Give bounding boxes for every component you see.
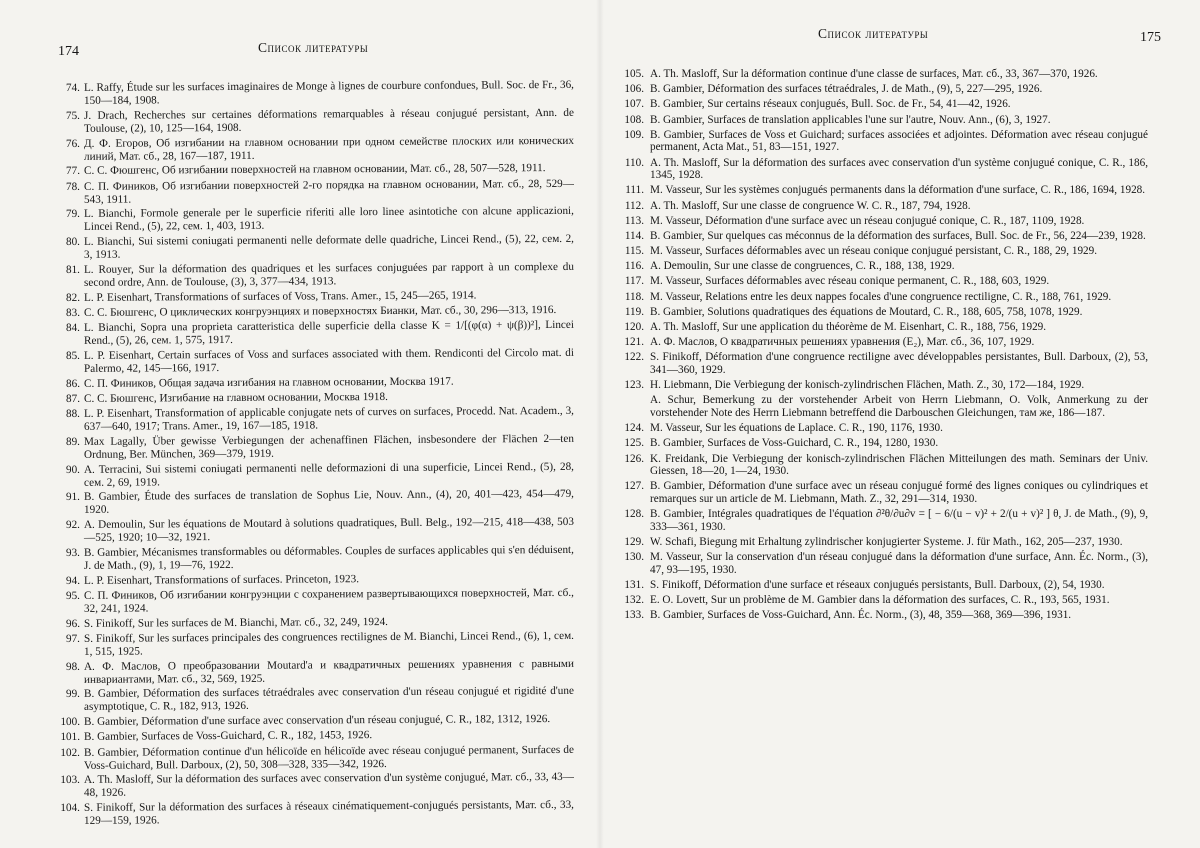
reference-entry (624, 535, 1148, 549)
reference-number: 101. (60, 731, 81, 744)
reference-text: С. С. Фюшгенс, Об изгибании поверхностей на главном основании, Мат. сб., 28, 507—528, 1911. (83, 162, 546, 178)
reference-entry (624, 229, 1148, 243)
page-number: 174 (58, 44, 79, 59)
reference-number: 109. (624, 128, 644, 141)
reference-list (624, 68, 1148, 622)
reference-entry (62, 657, 574, 685)
reference-number: 133. (624, 609, 644, 622)
reference-number: 129. (624, 535, 644, 548)
reference-entry (62, 177, 574, 205)
running-title: Список литературы (818, 26, 929, 41)
reference-entry (62, 390, 574, 406)
reference-entry (62, 289, 574, 305)
reference-text: B. Gambier, Déformation d'une surface avec conservation d'un réseau conjugué, C. R., 182, 1312, 1926. (83, 713, 551, 729)
reference-text: B. Gambier, Surfaces de Voss-Guichard, Ann. Éc. Norm., (3), 48, 359—368, 369—396, 1931. (650, 609, 1072, 622)
reference-number: 120. (624, 321, 644, 333)
reference-entry (62, 433, 574, 461)
reference-text: S. Finikoff, Déformation d'une surface et réseaux conjugués persistants, Bull. Darboux, (2), 54, 1930. (650, 578, 1105, 591)
reference-number: 125. (624, 437, 644, 450)
reference-number: 82. (65, 291, 81, 304)
reference-entry (62, 587, 574, 615)
reference-entry (62, 304, 574, 320)
reference-number: 127. (624, 480, 644, 493)
reference-entry (62, 134, 574, 162)
reference-number: 102. (60, 746, 80, 759)
reference-entry (624, 422, 1148, 435)
reference-number: 107. (624, 98, 644, 111)
reference-number: 104. (60, 801, 80, 815)
reference-number: 93. (65, 546, 80, 559)
reference-number: 112. (624, 199, 644, 212)
reference-entry (62, 685, 574, 713)
reference-number: 92. (65, 518, 80, 532)
reference-text: Max Lagally, Über gewisse Verbiegungen der achenaffinen Flächen, insbesondere der Flächen 2—ten Ordnung, Ber. München, 369—379, 1919. (83, 432, 574, 461)
reference-entry (62, 630, 574, 658)
reference-entry (624, 508, 1148, 533)
reference-entry (62, 107, 574, 135)
reference-entry (62, 79, 574, 107)
reference-number: 110. (624, 156, 644, 169)
reference-text: Д. Ф. Егоров, Об изгибании на главном основании при одном семействе плоских или конических линий, Мат. сб., 28, 167—187, 1911. (83, 134, 574, 163)
reference-text: B. Gambier, Surfaces de Voss-Guichard, C. R., 194, 1280, 1930. (650, 437, 939, 450)
reference-text: L. Bianchi, Sopra una proprieta caratteristica delle superficie della classe K = 1/[(φ(α) + ψ(β))²], Lincei Rend., (5), 26, сем. 1, 575, 1917. (83, 318, 574, 347)
reference-entry (624, 321, 1148, 334)
reference-entry (62, 205, 574, 233)
reference-text: С. П. Фиников, Об изгибании поверхностей 2-го порядка на главном основании, Мат. сб., 28, 529—543, 1911. (83, 177, 574, 205)
reference-number: 89. (65, 435, 80, 448)
reference-text: B. Gambier, Étude des surfaces de translation de Sophus Lie, Nouv. Ann., (4), 20, 401—423, 454—479, 1920. (83, 488, 574, 516)
reference-entry (625, 184, 1148, 197)
reference-entry (624, 156, 1148, 182)
reference-entry (624, 578, 1148, 592)
reference-text: M. Vasseur, Déformation d'une surface avec un réseau conjugué conique, C. R., 187, 1109, 1928. (650, 214, 1085, 227)
reference-number: 80. (65, 235, 80, 249)
reference-entry (624, 128, 1148, 154)
reference-text: L. P. Eisenhart, Certain surfaces of Voss and surfaces associated with them. Rendiconti del Circolo mat. di Palermo, 42, 145—166, 1917. (83, 346, 574, 375)
reference-text: M. Vasseur, Sur les systèmes conjugués permanents dans la déformation d'une surface, C. R., 186, 1694, 1928. (650, 184, 1146, 197)
reference-text: E. O. Lovett, Sur un problème de M. Gambier dans la déformation des surfaces, C. R., 193, 565, 1931. (650, 594, 1110, 606)
reference-entry (624, 551, 1148, 576)
reference-entry (62, 261, 574, 289)
reference-entry (624, 290, 1148, 304)
reference-number: 79. (65, 208, 80, 221)
reference-text: S. Finikoff, Sur les surfaces de M. Bianchi, Мат. сб., 32, 249, 1924. (83, 615, 388, 630)
reference-entry (624, 351, 1148, 376)
reference-entry (624, 336, 1148, 349)
reference-text: A. Th. Masloff, Sur la déformation des surfaces avec conservation d'un système conjugué conique, C. R., 186, 1345, 1928. (650, 156, 1148, 182)
reference-number: 124. (624, 422, 644, 435)
reference-number: 95. (65, 589, 80, 602)
reference-text: B. Gambier, Sur quelques cas méconnus de la déformation des surfaces, Bull. Soc. de Fr., 56, 224—239, 1928. (650, 229, 1146, 242)
reference-text: B. Gambier, Surfaces de translation applicables l'une sur l'autre, Nouv. Ann., (6), 3, 1927. (650, 113, 1051, 126)
reference-number: 108. (624, 113, 644, 126)
reference-entry (624, 98, 1148, 111)
reference-number: 76. (65, 137, 80, 150)
reference-text: B. Gambier, Déformation d'une surface avec un réseau conjugué formé des lignes coniques ou cylindriques et remarques sur un article de M. Liebmann, Math. Z., 32, 291—314, 1930. (650, 480, 1148, 505)
reference-entry (624, 452, 1148, 478)
reference-number: 115. (624, 245, 644, 258)
reference-text: L. Bianchi, Formole generale per le superficie riferiti alle loro linee asintotiche con alcune applicazioni, Lincei Rend., (5), 22, сем. 1, 403, 1913. (83, 205, 574, 233)
reference-number: 128. (624, 508, 644, 521)
reference-number: 94. (65, 574, 81, 587)
reference-text: L. P. Eisenhart, Transformation of applicable conjugate nets of curves on surfaces, Procedd. Nat. Academ., 3, 637—640, 1917; Trans. Amer., 19, 167—185, 1918. (83, 404, 574, 433)
reference-entry (624, 305, 1148, 319)
reference-text: L. P. Eisenhart, Transformations of surfaces. Princeton, 1923. (83, 572, 360, 587)
reference-number: 75. (65, 109, 80, 122)
reference-text: M. Vasseur, Relations entre les deux nappes focales d'une congruence rectiligne, C. R., 188, 761, 1929. (650, 290, 1112, 303)
reference-text: A. Demoulin, Sur les équations de Moutard à solutions quadratiques, Bull. Belg., 192—215, 418—438, 503—525, 1920; 10—32, 1921. (83, 515, 574, 544)
reference-text: B. Gambier, Déformation des surfaces tétraédrales, J. de Math., (9), 5, 227—295, 1926. (650, 83, 1043, 96)
reference-number: 78. (65, 180, 80, 193)
reference-text: B. Gambier, Sur certains réseaux conjugués, Bull. Soc. de Fr., 54, 41—42, 1926. (650, 98, 1011, 111)
reference-entry (62, 347, 574, 375)
reference-text: A. Th. Masloff, Sur la déformation continue d'une classe de surfaces, Мат. сб., 33, 367—370, 1926. (650, 68, 1098, 80)
reference-text: L. Rouyer, Sur la déformation des quadriques et les surfaces conjuguées par rapport à un complexe du second ordre, Ann. de Toulouse, (3), 3, 377—434, 1913. (83, 260, 574, 289)
reference-number: 74. (65, 81, 80, 94)
reference-text: А. Ф. Маслов, О преобразовании Moutard'a и квадратичных решениях уравнения с равными инвариантами, Мат. сб., 32, 569, 1925. (83, 657, 574, 686)
reference-number: 123. (624, 379, 644, 392)
reference-number: 91. (65, 491, 80, 504)
reference-entry (624, 594, 1148, 607)
reference-entry (62, 728, 574, 744)
reference-text: B. Gambier, Solutions quadratiques des équations de Moutard, C. R., 188, 605, 758, 1078, 1929. (650, 305, 1083, 318)
reference-entry (624, 245, 1148, 258)
reference-text: J. Drach, Recherches sur certaines déformations remarquables à réseau conjugué persistant, Ann. de Toulouse, (2), 10, 125—164, 1908. (83, 106, 574, 135)
reference-text: A. Terracini, Sui sistemi coniugati permanenti nelle deformazioni di una superficie, Lincei Rend., (5), 28, сем. 2, 69, 1919. (83, 460, 574, 488)
reference-number: 121. (624, 336, 644, 349)
reference-entry (62, 743, 574, 771)
reference-number: 114. (624, 229, 644, 242)
reference-text: H. Liebmann, Die Verbiegung der konisch-zylindrischen Flächen, Math. Z., 30, 172—184, 1929. (650, 379, 1085, 392)
reference-entry (624, 275, 1148, 288)
reference-entry (62, 799, 574, 827)
reference-text: M. Vasseur, Sur la conservation d'un réseau conjugué dans la déformation d'une surface, Ann. Éc. Norm., (3), 47, 93—195, 1930. (650, 551, 1148, 576)
reference-number: 131. (624, 578, 644, 591)
reference-number: 113. (624, 214, 644, 227)
reference-number: 97. (65, 632, 80, 645)
reference-number: 103. (60, 774, 80, 787)
reference-entry (624, 609, 1148, 622)
reference-text: B. Gambier, Surfaces de Voss et Guichard; surfaces associées et adjointes. Déformation avec réseau conjugué permanent, Acta Mat., 51, 83—151, 1927. (650, 128, 1148, 154)
reference-text: B. Gambier, Déformation des surfaces tétraédrales avec conservation d'un réseau conjugué et rigidité d'une asymptotique, C. R., 182, 913, 1926. (83, 685, 574, 713)
reference-entry (62, 405, 574, 433)
reference-number: 90. (65, 463, 80, 476)
running-title: Список литературы (258, 40, 369, 55)
reference-entry (624, 379, 1148, 392)
reference-number: 81. (65, 263, 80, 276)
reference-text: С. П. Фиников, Общая задача изгибания на главном основании, Москва 1917. (83, 375, 454, 390)
reference-number: 106. (624, 83, 644, 96)
reference-text: L. Raffy, Étude sur les surfaces imaginaires de Monge à lignes de courbure confondues, Bull. Soc. de Fr., 36, 150—184, 1908. (83, 78, 574, 107)
reference-entry (624, 199, 1148, 213)
reference-number: 117. (624, 275, 644, 288)
reference-number: 118. (624, 290, 644, 303)
reference-entry (62, 771, 574, 799)
reference-entry (62, 460, 574, 488)
reference-text: A. Demoulin, Sur une classe de congruences, C. R., 188, 138, 1929. (650, 260, 955, 273)
reference-text: W. Schafi, Biegung mit Erhaltung zylindrischer konjugierter Systeme. J. für Math., 162, 205—237, 1930. (650, 535, 1123, 548)
reference-entry (628, 394, 1148, 419)
reference-number: 86. (65, 377, 81, 390)
reference-entry (624, 113, 1148, 127)
reference-text: С. С. Бюшгенс, Изгибание на главном основании, Москва 1918. (83, 390, 388, 405)
reference-entry (62, 572, 574, 588)
page-number: 175 (1140, 30, 1161, 45)
reference-number: 119. (624, 305, 644, 318)
reference-text: B. Gambier, Mécanismes transformables ou déformables. Couples de surfaces applicables qui s'en déduisent, J. de Math., (9), 1, 19—76, 1922. (83, 543, 574, 572)
reference-text: С. П. Фиников, Об изгибании конгруэнции с сохранением развертывающихся поверхностей, Мат. сб., 32, 241, 1924. (83, 586, 574, 615)
reference-entry (62, 374, 574, 390)
reference-entry (62, 319, 574, 347)
reference-text: K. Freidank, Die Verbiegung der konisch-zylindrischen Flächen Mitteilungen des math. Seminars der Univ. Giessen, 18—20, 1—24, 1930. (650, 452, 1148, 478)
reference-number: 126. (624, 452, 644, 465)
reference-text: S. Finikoff, Sur les surfaces principales des congruences rectilignes de M. Bianchi, Lincei Rend., (6), 1, сем. 1, 515, 1925. (83, 629, 574, 658)
reference-text: B. Gambier, Déformation continue d'un hélicoïde en hélicoïde avec réseau conjugué permanent, Surfaces de Voss-Guichard, Bull. Darboux, (2), 50, 308—328, 335—342, 1926. (83, 743, 574, 771)
left-page-header (58, 40, 574, 62)
reference-entry (624, 68, 1148, 81)
reference-entry (624, 260, 1148, 273)
right-page-header (628, 26, 1161, 48)
reference-text: S. Finikoff, Déformation d'une congruence rectiligne avec développables persistantes, Bull. Darboux, (2), 53, 341—360, 1929. (650, 351, 1148, 376)
reference-number: 83. (65, 306, 81, 319)
reference-number: 132. (624, 594, 644, 606)
reference-text: L. Bianchi, Sui sistemi coniugati permanenti nelle deformate delle quadriche, Lincei Rend., (5), 22, сем. 2, 3, 1913. (83, 232, 574, 261)
reference-entry (62, 713, 574, 729)
reference-number: 111. (625, 184, 644, 197)
reference-list (60, 78, 574, 827)
reference-text: B. Gambier, Surfaces de Voss-Guichard, C. R., 182, 1453, 1926. (83, 729, 373, 744)
reference-text: С. С. Бюшгенс, О циклических конгруэнциях и поверхностях Бианки, Мат. сб., 30, 296—313, 1916. (83, 303, 557, 319)
reference-number: 116. (624, 260, 644, 273)
reference-entry (624, 437, 1148, 450)
reference-number: 100. (60, 716, 81, 729)
reference-entry (624, 214, 1148, 228)
reference-text: B. Gambier, Intégrales quadratiques de l'équation ∂²θ/∂u∂v = [ − 6/(u − v)² + 2/(u + v)² ] θ, J. de Math., (9), 9, 333—361, 1930. (650, 508, 1148, 533)
reference-number: 96. (65, 617, 81, 630)
reference-text: M. Vasseur, Surfaces déformables avec un réseau conique conjugué persistant, C. R., 188, 29, 1929. (650, 245, 1098, 258)
reference-text: А. Ф. Маслов, О квадратичных решениях уравнения (E₂), Мат. сб., 36, 107, 1929. (650, 336, 1035, 349)
reference-text: M. Vasseur, Surfaces déformables avec réseau conique permanent, C. R., 188, 603, 1929. (650, 275, 1050, 288)
reference-number: 99. (65, 688, 80, 701)
reference-number: 122. (624, 351, 644, 364)
reference-text: S. Finikoff, Sur la déformation des surfaces à réseaux cinématiquement-conjugués persistants, Мат. сб., 33, 129—159, 1926. (83, 798, 574, 827)
reference-entry (624, 83, 1148, 96)
reference-entry (62, 544, 574, 572)
reference-number: 98. (65, 660, 80, 673)
reference-entry (62, 614, 574, 630)
reference-number: 87. (65, 392, 81, 405)
reference-text: A. Th. Masloff, Sur une application du théorème de M. Eisenhart, C. R., 188, 756, 1929. (650, 321, 1047, 333)
reference-text: A. Th. Masloff, Sur la déformation des surfaces avec conservation d'un système conjugué, Мат. сб., 33, 43—48, 1926. (83, 771, 574, 799)
reference-entry (62, 162, 574, 178)
reference-number: 77. (65, 165, 81, 178)
reference-entry (62, 516, 574, 544)
reference-text: M. Vasseur, Sur les équations de Laplace. C. R., 190, 1176, 1930. (650, 422, 943, 435)
reference-text: A. Th. Masloff, Sur une classe de congruence W. C. R., 187, 794, 1928. (650, 199, 971, 212)
reference-number: 105. (624, 68, 644, 80)
reference-entry (62, 488, 574, 516)
reference-entry (62, 233, 574, 261)
reference-entry (624, 480, 1148, 505)
reference-number: 130. (624, 551, 644, 564)
reference-number: 84. (65, 321, 80, 335)
reference-number: 85. (65, 349, 80, 362)
reference-text: L. P. Eisenhart, Transformations of surfaces of Voss, Trans. Amer., 15, 245—265, 1914. (83, 289, 477, 304)
reference-text: A. Schur, Bemerkung zu der vorstehender Arbeit von Herrn Liebmann, O. Volk, Anmerkung zu der vorstehender Note des Herrn Liebmann betreffend die Darbouschen Gleichungen, там же, 186—187. (650, 394, 1148, 419)
reference-number: 88. (65, 407, 80, 420)
